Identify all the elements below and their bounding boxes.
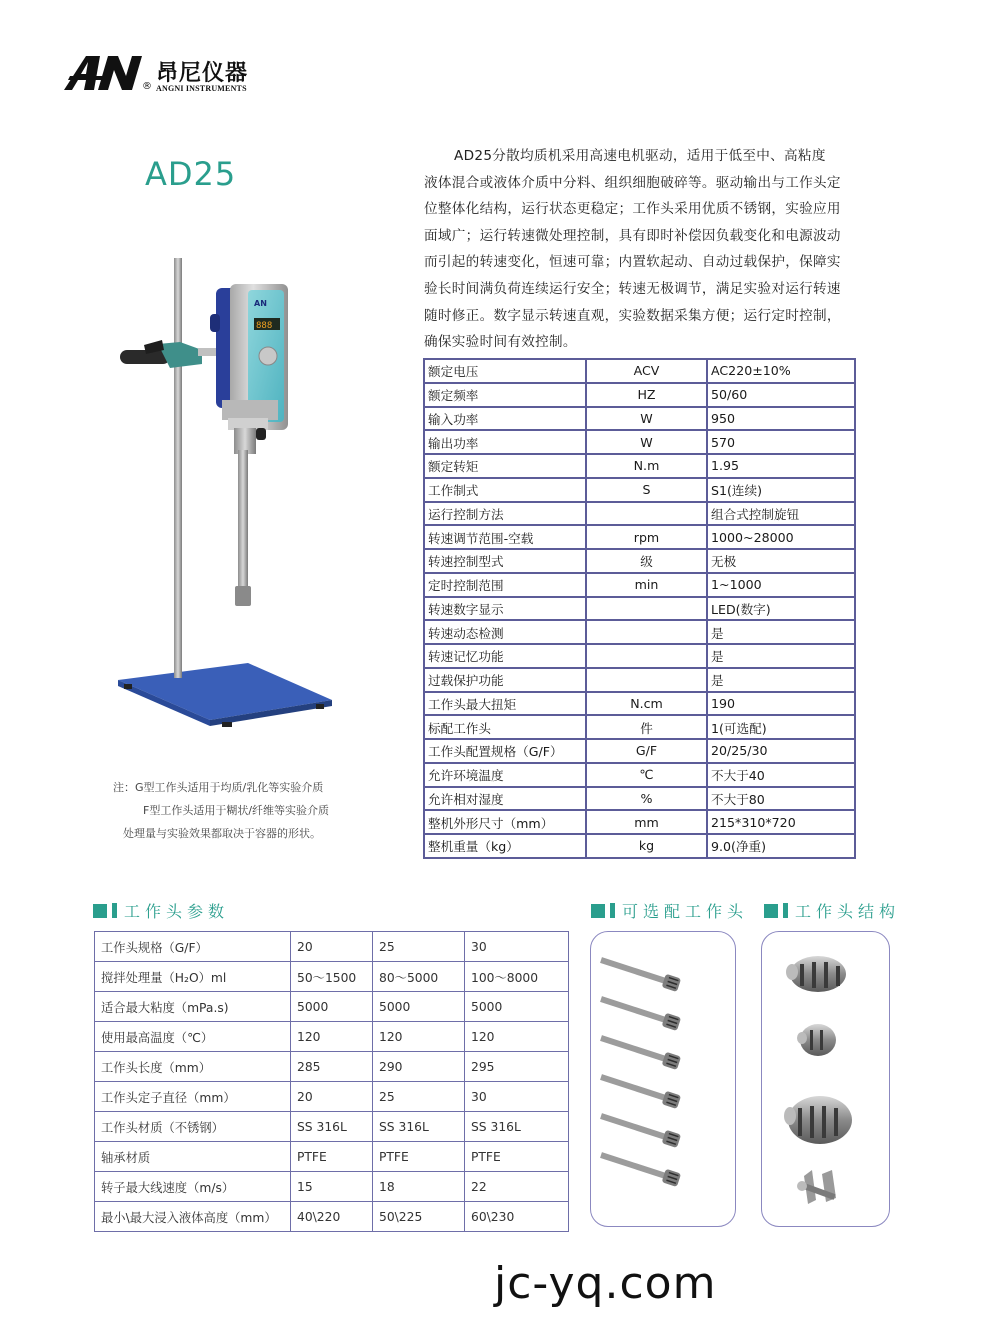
- description-line: 面域广；运行转速微处理控制，具有即时补偿因负载变化和电源波动: [424, 227, 841, 244]
- param-value-cell: 15: [291, 1172, 373, 1202]
- spec-row: [424, 502, 855, 526]
- param-value-cell: 120: [291, 1022, 373, 1052]
- param-value-cell: 5000: [465, 992, 569, 1022]
- param-value-cell: SS 316L: [373, 1112, 465, 1142]
- spec-row: [424, 454, 855, 478]
- param-name-cell: 使用最高温度（℃）: [95, 1022, 291, 1052]
- spec-unit-cell: %: [586, 787, 707, 811]
- param-value-cell: 25: [373, 932, 465, 962]
- param-value-cell: 5000: [373, 992, 465, 1022]
- description-line: 而引起的转速变化，恒速可靠；内置软起动、自动过载保护，保障实: [424, 254, 841, 271]
- spec-name-cell: 转速控制型式: [424, 549, 586, 573]
- note-line: 处理量与实验效果都取决于容器的形状。: [123, 827, 321, 840]
- param-name-cell: 工作头规格（G/F）: [95, 932, 291, 962]
- spec-name-cell: 标配工作头: [424, 715, 586, 739]
- spec-name-cell: 允许相对湿度: [424, 787, 586, 811]
- param-name-cell: 适合最大粘度（mPa.s): [95, 992, 291, 1022]
- spec-unit-cell: 级: [586, 549, 707, 573]
- param-name-cell: 轴承材质: [95, 1142, 291, 1172]
- spec-name-cell: 运行控制方法: [424, 502, 586, 526]
- spec-value-cell: 1000~28000: [707, 525, 855, 549]
- spec-row: [424, 668, 855, 692]
- spec-value-cell: 不大于80: [707, 787, 855, 811]
- param-value-cell: 295: [465, 1052, 569, 1082]
- spec-row: [424, 525, 855, 549]
- param-value-cell: 60\230: [465, 1202, 569, 1232]
- param-value-cell: 120: [465, 1022, 569, 1052]
- spec-unit-cell: W: [586, 430, 707, 454]
- params-row: [95, 1202, 569, 1232]
- spec-unit-cell: N.m: [586, 454, 707, 478]
- brand-name-cn: 昂尼仪器: [156, 61, 249, 86]
- spec-unit-cell: [586, 597, 707, 621]
- spec-value-cell: 组合式控制旋钮: [707, 502, 855, 526]
- param-name-cell: 转子最大线速度（m/s）: [95, 1172, 291, 1202]
- brand-name-en: ANGNI INSTRUMENTS: [156, 84, 247, 93]
- param-value-cell: PTFE: [291, 1142, 373, 1172]
- spec-unit-cell: [586, 644, 707, 668]
- bar-bullet-icon: [610, 903, 615, 918]
- spec-unit-cell: rpm: [586, 525, 707, 549]
- spec-row: [424, 810, 855, 834]
- bar-bullet-icon: [783, 903, 788, 918]
- spec-row: [424, 549, 855, 573]
- spec-value-cell: AC220±10%: [707, 359, 855, 383]
- spec-value-cell: 无极: [707, 549, 855, 573]
- params-row: [95, 1112, 569, 1142]
- spec-unit-cell: [586, 502, 707, 526]
- optional-heads-panel: [590, 931, 736, 1227]
- param-value-cell: PTFE: [465, 1142, 569, 1172]
- param-value-cell: 22: [465, 1172, 569, 1202]
- spec-name-cell: 定时控制范围: [424, 573, 586, 597]
- param-value-cell: SS 316L: [465, 1112, 569, 1142]
- spec-table: [423, 358, 856, 859]
- spec-row: [424, 692, 855, 716]
- section-title: 可选配工作头: [622, 902, 749, 921]
- product-description: [424, 143, 894, 356]
- description-line: 位整体化结构，运行状态更稳定；工作头采用优质不锈钢，实验应用: [424, 201, 841, 218]
- spec-name-cell: 工作制式: [424, 478, 586, 502]
- spec-unit-cell: HZ: [586, 383, 707, 407]
- params-row: [95, 1022, 569, 1052]
- spec-row: [424, 430, 855, 454]
- param-value-cell: 30: [465, 1082, 569, 1112]
- spec-name-cell: 转速记忆功能: [424, 644, 586, 668]
- spec-value-cell: 570: [707, 430, 855, 454]
- params-row: [95, 1082, 569, 1112]
- param-value-cell: 20: [291, 1082, 373, 1112]
- spec-value-cell: S1(连续): [707, 478, 855, 502]
- spec-name-cell: 额定频率: [424, 383, 586, 407]
- working-head-shafts-image: [591, 932, 737, 1228]
- section-header-params: [93, 899, 229, 922]
- spec-value-cell: 是: [707, 644, 855, 668]
- description-line: 确保实验时间有效控制。: [424, 334, 577, 351]
- spec-name-cell: 工作头最大扭矩: [424, 692, 586, 716]
- website-url[interactable]: jc-yq.com: [494, 1258, 717, 1309]
- params-row: [95, 992, 569, 1022]
- param-value-cell: 20: [291, 932, 373, 962]
- param-value-cell: PTFE: [373, 1142, 465, 1172]
- spec-value-cell: 9.0(净重): [707, 834, 855, 858]
- spec-value-cell: 不大于40: [707, 763, 855, 787]
- spec-row: [424, 620, 855, 644]
- spec-row: [424, 383, 855, 407]
- param-value-cell: 120: [373, 1022, 465, 1052]
- spec-value-cell: 1~1000: [707, 573, 855, 597]
- svg-text:888: 888: [256, 321, 273, 331]
- spec-unit-cell: mm: [586, 810, 707, 834]
- section-title: 工作头结构: [795, 902, 901, 921]
- spec-row: [424, 834, 855, 858]
- spec-name-cell: 额定电压: [424, 359, 586, 383]
- section-title: 工作头参数: [124, 902, 230, 921]
- spec-unit-cell: 件: [586, 715, 707, 739]
- spec-unit-cell: G/F: [586, 739, 707, 763]
- param-value-cell: 40\220: [291, 1202, 373, 1232]
- spec-name-cell: 转速调节范围-空载: [424, 525, 586, 549]
- param-value-cell: 5000: [291, 992, 373, 1022]
- spec-value-cell: 1(可选配): [707, 715, 855, 739]
- spec-name-cell: 工作头配置规格（G/F）: [424, 739, 586, 763]
- spec-unit-cell: [586, 620, 707, 644]
- model-title: AD25: [145, 155, 237, 193]
- params-row: [95, 1052, 569, 1082]
- param-value-cell: 285: [291, 1052, 373, 1082]
- spec-name-cell: 整机重量（kg）: [424, 834, 586, 858]
- note-line: F型工作头适用于糊状/纤维等实验介质: [143, 804, 330, 817]
- spec-value-cell: 50/60: [707, 383, 855, 407]
- spec-name-cell: 输入功率: [424, 407, 586, 431]
- param-value-cell: 50\225: [373, 1202, 465, 1232]
- spec-value-cell: 是: [707, 620, 855, 644]
- spec-name-cell: 输出功率: [424, 430, 586, 454]
- spec-row: [424, 359, 855, 383]
- spec-value-cell: 20/25/30: [707, 739, 855, 763]
- param-value-cell: 25: [373, 1082, 465, 1112]
- params-row: [95, 1142, 569, 1172]
- param-value-cell: 50～1500: [291, 962, 373, 992]
- square-bullet-icon: [591, 904, 605, 918]
- spec-name-cell: 整机外形尺寸（mm）: [424, 810, 586, 834]
- spec-row: [424, 407, 855, 431]
- description-line: 液体混合或液体介质中分料、组织细胞破碎等。驱动输出与工作头定: [424, 174, 841, 191]
- head-structure-panel: [761, 931, 890, 1227]
- head-structure-image: [762, 932, 891, 1228]
- param-value-cell: 100～8000: [465, 962, 569, 992]
- spec-unit-cell: N.cm: [586, 692, 707, 716]
- spec-row: [424, 597, 855, 621]
- spec-row: [424, 763, 855, 787]
- param-name-cell: 搅拌处理量（H₂O）ml: [95, 962, 291, 992]
- param-name-cell: 最小\最大浸入液体高度（mm）: [95, 1202, 291, 1232]
- spec-row: [424, 478, 855, 502]
- spec-row: [424, 739, 855, 763]
- section-header-structure: [764, 899, 900, 922]
- description-line: 验长时间满负荷连续运行安全；转速无极调节，满足实验对运行转速: [424, 280, 841, 297]
- param-value-cell: 30: [465, 932, 569, 962]
- spec-row: [424, 573, 855, 597]
- square-bullet-icon: [93, 904, 107, 918]
- spec-name-cell: 过载保护功能: [424, 668, 586, 692]
- square-bullet-icon: [764, 904, 778, 918]
- param-value-cell: 18: [373, 1172, 465, 1202]
- spec-unit-cell: ACV: [586, 359, 707, 383]
- spec-value-cell: LED(数字): [707, 597, 855, 621]
- spec-value-cell: 950: [707, 407, 855, 431]
- spec-unit-cell: min: [586, 573, 707, 597]
- usage-note: [105, 776, 355, 845]
- param-value-cell: 80～5000: [373, 962, 465, 992]
- homogenizer-product-image: [110, 250, 340, 740]
- param-name-cell: 工作头材质（不锈钢）: [95, 1112, 291, 1142]
- param-value-cell: SS 316L: [291, 1112, 373, 1142]
- spec-value-cell: 是: [707, 668, 855, 692]
- spec-name-cell: 转速动态检测: [424, 620, 586, 644]
- spec-name-cell: 转速数字显示: [424, 597, 586, 621]
- registered-mark: ®: [142, 81, 152, 92]
- spec-value-cell: 215*310*720: [707, 810, 855, 834]
- an-logo-icon: [64, 54, 148, 92]
- params-row: [95, 932, 569, 962]
- spec-name-cell: 额定转矩: [424, 454, 586, 478]
- spec-unit-cell: [586, 668, 707, 692]
- spec-row: [424, 787, 855, 811]
- param-name-cell: 工作头定子直径（mm）: [95, 1082, 291, 1112]
- brand-logo: [64, 54, 254, 96]
- spec-unit-cell: ℃: [586, 763, 707, 787]
- spec-name-cell: 允许环境温度: [424, 763, 586, 787]
- params-row: [95, 962, 569, 992]
- spec-unit-cell: W: [586, 407, 707, 431]
- params-table: [94, 931, 569, 1232]
- spec-unit-cell: S: [586, 478, 707, 502]
- section-header-optional: [591, 899, 748, 922]
- spec-value-cell: 1.95: [707, 454, 855, 478]
- bar-bullet-icon: [112, 903, 117, 918]
- description-line: AD25分散均质机采用高速电机驱动，适用于低至中、高粘度: [454, 148, 826, 164]
- spec-unit-cell: kg: [586, 834, 707, 858]
- spec-row: [424, 715, 855, 739]
- spec-value-cell: 190: [707, 692, 855, 716]
- spec-row: [424, 644, 855, 668]
- svg-text:AN: AN: [254, 299, 267, 308]
- note-line: 注：G型工作头适用于均质/乳化等实验介质: [113, 781, 324, 794]
- description-line: 随时修正。数字显示转速直观，实验数据采集方便；运行定时控制，: [424, 307, 841, 324]
- param-value-cell: 290: [373, 1052, 465, 1082]
- param-name-cell: 工作头长度（mm）: [95, 1052, 291, 1082]
- params-row: [95, 1172, 569, 1202]
